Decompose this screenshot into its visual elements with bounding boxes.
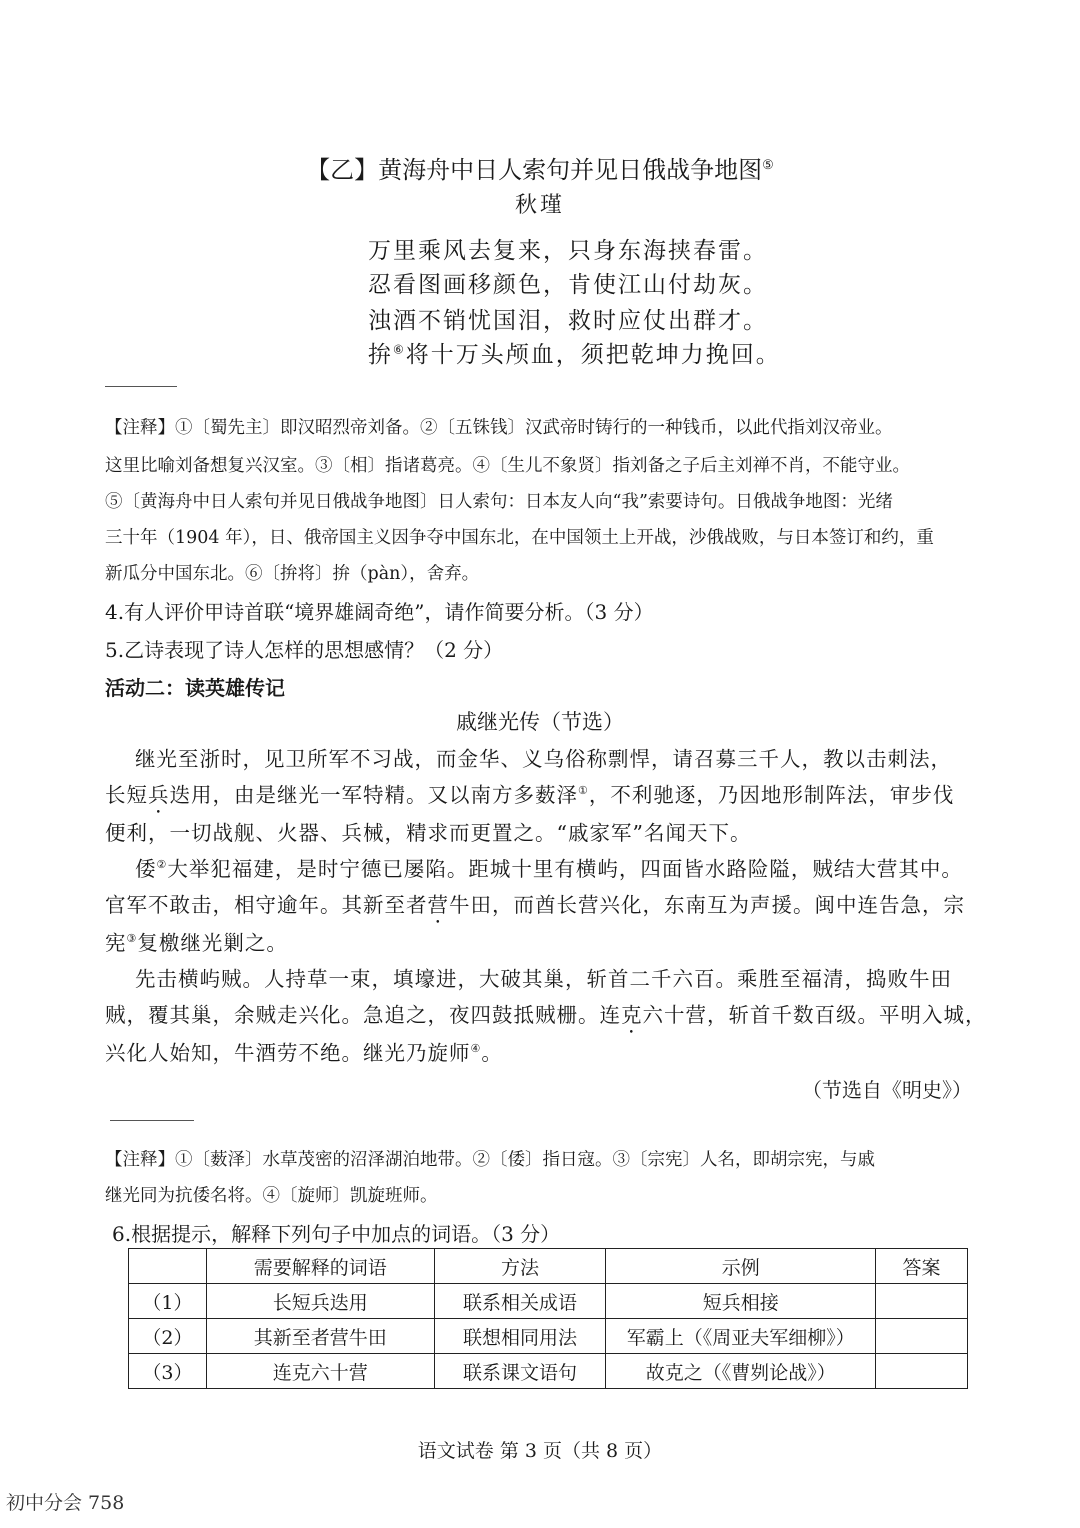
bio-line: 先击横屿贼。人持草一束，填壕进，大破其巢，斩首二千六百。乘胜至福清，捣败牛田 [135,967,952,991]
poem-line: 忍看图画移颜色，肯使江山付劫灰。 [368,272,768,298]
question-5: 5.乙诗表现了诗人怎样的思想感情？（2 分） [105,638,504,662]
word-cell: 连克六十营 [206,1354,434,1389]
table-header [129,1249,207,1284]
poem-line: 浊酒不销忧国泪，救时应仗出群才。 [368,308,768,334]
bio-line: 长短兵迭用，由是继光一军特精。又以南方多薮泽①，不利驰逐，乃因地形制阵法，审步伐 [105,783,955,807]
answer-cell[interactable] [876,1354,968,1389]
footnote-rule [105,386,177,387]
answer-cell[interactable] [876,1284,968,1319]
bio-line: 贼，覆其巢，余贼走兴化。急追之，夜四鼓抵贼栅。连克六十营，斩首千数百级。平明入城， [105,1003,987,1027]
bio-line: 官军不敢击，相守逾年。其新至者营牛田，而酋长营兴化，东南互为声援。闽中连告急，宗 [105,893,965,917]
table-header: 答案 [876,1249,968,1284]
answer-table [128,1248,968,1389]
table-row [129,1284,968,1319]
poem-line: 拚⑥将十万头颅血，须把乾坤力挽回。 [368,342,781,368]
bio-line: 倭②大举犯福建，是时宁德已屡陷。距城十里有横屿，四面皆水路险隘，贼结大营其中。 [135,857,963,881]
footnote-rule [110,1120,194,1121]
page-footer: 语文试卷 第 3 页（共 8 页） [417,1440,663,1462]
bio-line: 继光至浙时，见卫所军不习战，而金华、义乌俗称剽悍，请召募三千人，教以击刺法， [135,747,952,771]
footnote-marker: ⑤ [762,158,774,173]
method-cell: 联系课文语句 [434,1354,606,1389]
bio-title: 戚继光传（节选） [456,710,624,734]
poem-line: 万里乘风去复来，只身东海挟春雷。 [368,238,768,264]
row-number: （1） [129,1284,207,1319]
note-line: 三十年（1904 年），日、俄帝国主义因争夺中国东北，在中国领土上开战，沙俄战败，与日本签订和约，重 [105,528,934,548]
poem-title: 【乙】黄海舟中日人索句并见日俄战争地图⑤ [306,156,774,184]
example-cell: 故克之（《曹刿论战》） [606,1354,876,1389]
example-cell: 军霸上（《周亚夫军细柳》） [606,1319,876,1354]
footnote-marker: ① [578,784,589,798]
note-line: 这里比喻刘备想复兴汉室。③〔相〕指诸葛亮。④〔生儿不象贤〕指刘备之子后主刘禅不肖，不能守业。 [105,456,910,476]
note-line: 新瓜分中国东北。⑥〔拚将〕拚（pàn），舍弃。 [105,564,480,584]
bio-line: 便利，一切战舰、火器、兵械，精求而更置之。“戚家军”名闻天下。 [105,821,752,845]
answer-cell[interactable] [876,1319,968,1354]
table-row [129,1354,968,1389]
table-header: 需要解释的词语 [206,1249,434,1284]
activity-heading: 活动二：读英雄传记 [105,676,285,700]
table-header-row [129,1249,968,1284]
question-6: 6.根据提示，解释下列句子中加点的词语。（3 分） [112,1222,561,1246]
table-header: 示例 [606,1249,876,1284]
footnote-marker: ④ [470,1042,482,1056]
footnote-marker: ③ [126,932,138,946]
note-line: ⑤〔黄海舟中日人索句并见日俄战争地图〕日人索句：日本友人向“我”索要诗句。日俄战争地图：光绪 [105,492,893,512]
table-header: 方法 [434,1249,606,1284]
watermark-label: 初中分会 758 [6,1492,125,1514]
example-cell: 短兵相接 [606,1284,876,1319]
row-number: （3） [129,1354,207,1389]
word-cell: 长短兵迭用 [206,1284,434,1319]
poem-author: 秋瑾 [514,193,565,218]
note-line: 【注释】①〔蜀先主〕即汉昭烈帝刘备。②〔五铢钱〕汉武帝时铸行的一种钱币，以此代指刘汉帝业。 [105,418,893,438]
dotted-char: 克 [621,1003,643,1027]
note-line: 继光同为抗倭名将。④〔旋师〕凯旋班师。 [105,1186,438,1206]
bio-line: 兴化人始知，牛酒劳不绝。继光乃旋师④。 [105,1041,503,1065]
note-line: 【注释】①〔薮泽〕水草茂密的沼泽湖泊地带。②〔倭〕指日寇。③〔宗宪〕人名，即胡宗宪，与戚 [105,1150,875,1170]
row-number: （2） [129,1319,207,1354]
bio-line: 宪③复檄继光剿之。 [105,931,288,955]
dotted-char: 营 [427,893,449,917]
dotted-char: 兵 [148,783,170,807]
source-citation: （节选自《明史》） [802,1078,972,1102]
method-cell: 联系相关成语 [434,1284,606,1319]
method-cell: 联想相同用法 [434,1319,606,1354]
footnote-marker: ⑥ [393,342,406,357]
question-4: 4.有人评价甲诗首联“境界雄阔奇绝”，请作简要分析。（3 分） [105,600,654,624]
table-row [129,1319,968,1354]
footnote-marker: ② [156,858,168,872]
word-cell: 其新至者营牛田 [206,1319,434,1354]
